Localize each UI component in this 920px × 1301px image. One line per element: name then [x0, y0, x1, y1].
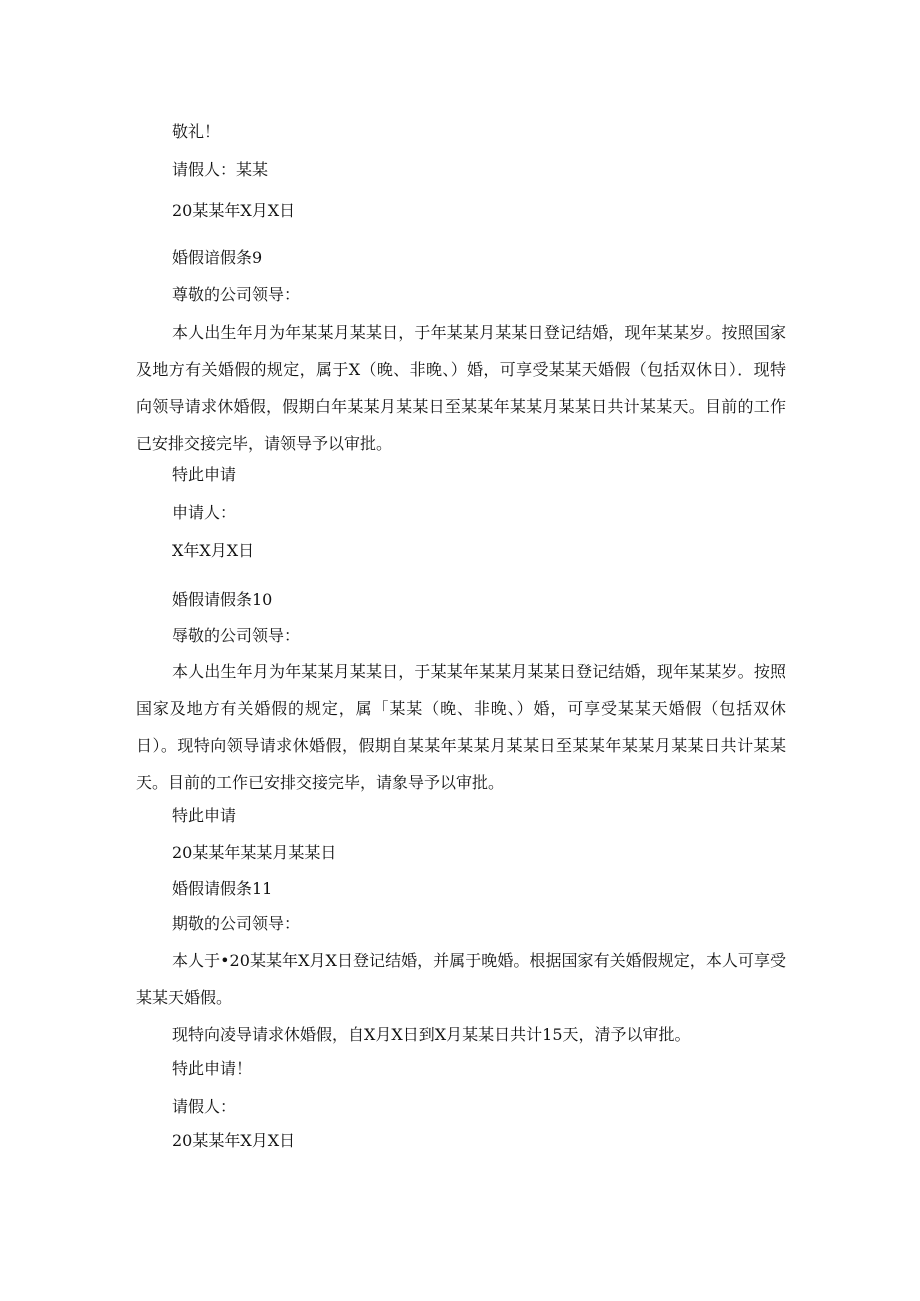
date-line: X年X月X日: [172, 541, 255, 560]
letter-greeting: 辱敬的公司领导：: [172, 626, 301, 645]
letter-body: 本人于•20某某年X月X日登记结婚，并属于晚婚。根据国家有关婚假规定，本人可享受某某天婚假。: [136, 951, 786, 1007]
date-line: 20某某年X月X日: [172, 201, 296, 220]
letter-body: 现特向凌导请求休婚假，自X月X日到X月某某日共计15天，清予以审批。: [172, 1025, 691, 1044]
applicant-line: 请假人：某某: [172, 160, 269, 179]
letter-closing: 特此申请: [172, 806, 237, 825]
date-line: 20某某年X月X日: [172, 1131, 296, 1150]
letter-heading: 婚假请假条11: [172, 879, 273, 898]
letter-body: 本人出生年月为年某某月某某日，于年某某月某某日登记结婚，现年某某岁。按照国家及地方有关婚假的规定，属于X（晚、非晚、）婚，可享受某某天婚假（包括双休日）．现特向领导请求休婚假，假期白年某某月某某日至某某年某某月某某日共计某某天。目前的工作已安排交接完毕，请领导予以审批。: [136, 323, 786, 453]
letter-body: 本人出生年月为年某某月某某日，于某某年某某月某某日登记结婚，现年某某岁。按照国家及地方有关婚假的规定，属「某某（晚、非晚、）婚，可享受某某天婚假（包括双休日）。现特向领导请求休婚假，假期自某某年某某月某某日至某某年某某月某某日共计某某天。目前的工作已安排交接完毕，请象导予以审批。: [136, 662, 786, 792]
letter-heading: 婚假请假条10: [172, 590, 273, 609]
salutation: 敬礼！: [172, 122, 221, 141]
letter-closing: 特此申请: [172, 465, 237, 484]
letter-greeting: 期敬的公司领导：: [172, 914, 301, 933]
applicant-line: 申请人：: [172, 503, 237, 522]
applicant-line: 请假人：: [172, 1097, 237, 1116]
date-line: 20某某年某某月某某日: [172, 843, 337, 862]
letter-heading: 婚假谙假条9: [172, 248, 263, 267]
letter-greeting: 尊敬的公司领导：: [172, 285, 301, 304]
letter-closing: 特此申请！: [172, 1059, 253, 1078]
